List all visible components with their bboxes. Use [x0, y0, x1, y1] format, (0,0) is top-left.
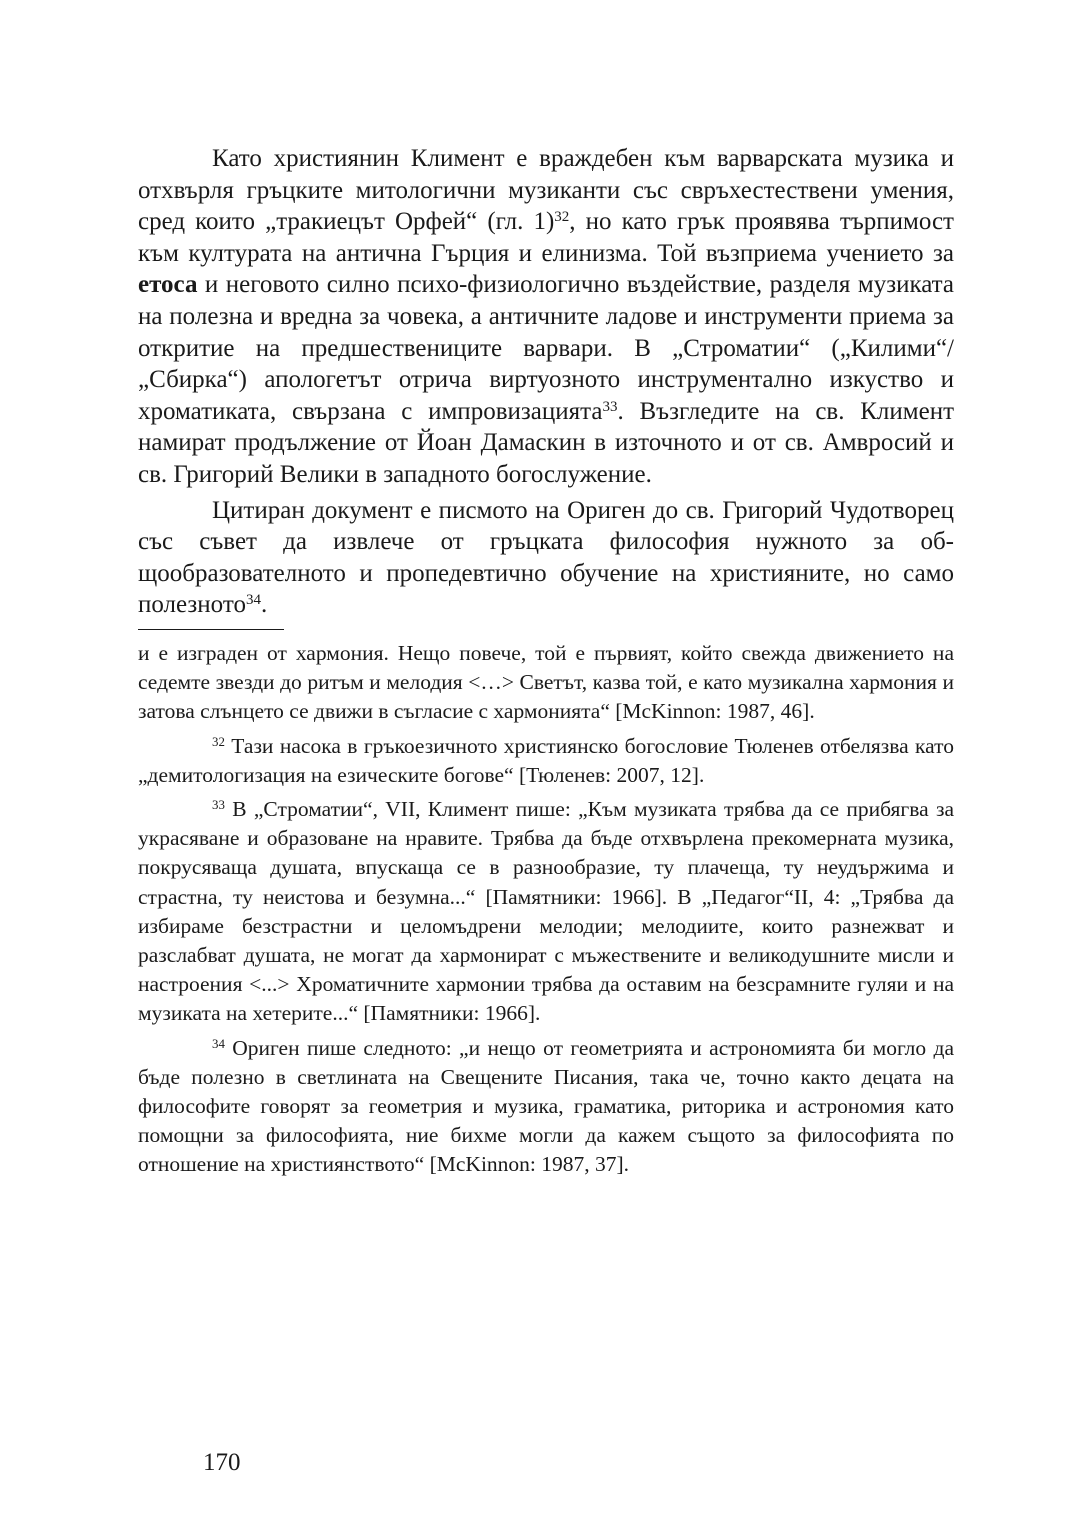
footnote-ref: 32 — [554, 208, 570, 225]
footnote-33-number: 33 — [212, 797, 225, 812]
bold-term: етоса — [138, 271, 198, 299]
text-run: Като християнин Климент е враждебен към варварската музика и отхвърля гръцките митологични музиканти със свръхестествени умения, сред които „тракиецът Орфей“ (гл. 1) — [138, 145, 954, 236]
paragraph-1 — [138, 143, 954, 491]
page-number: 170 — [203, 1449, 241, 1476]
footnote-32 — [138, 732, 954, 790]
footnote-34 — [138, 1034, 954, 1180]
text-run: . Възгледите на св. Климент намират продължение от Йоан Дамаскин в източното и от св. Амвросий и св. Григорий Велики в западното богослужение. — [138, 397, 955, 488]
footnote-33 — [138, 795, 954, 1029]
footnote-33-text: В „Строматии“, VII, Климент пише: „Към музиката трябва да се прибягва за украсяване и образоване на нравите. Трябва да бъде отхвърлена прекомерната музика, покрусяваща душата, впускаща се в разнообразие, ту плачеща, ту неудържима и страстна, ту неистова и безумна...“ [Памятники: 1966]. В „Педагог“II, 4: „Трябва да избираме безстрастни и целомъдрени мелодии; мелодиите, които разнежват и разслабват душата, не могат да хармонират с мъжествените и великодушните мисли и настроения <...> Хроматичните хармонии трябва да оставим на безсрамните гуляи и на музиката на хетерите...“ [Памятники: 1966]. — [138, 796, 954, 1026]
main-text — [138, 143, 954, 621]
text-run: и неговото силно психо-физиологично въздействие, разделя музиката на полезна и вредна за човека, а античните ладове и инструменти приема за откритие на предшествениците варвари. В „Строматии“ („Килими“/„Сбирка“) апологетът отрича виртуозното инструментално изкуство и хроматиката, свързана с импровизацията — [138, 271, 954, 425]
footnote-ref: 34 — [245, 592, 261, 609]
footnote-continued: и е изграден от хармония. Нещо повече, той е първият, който свежда движението на седемте звезди до ритъм и мелодия <…> Светът, казва той, е като музикална хармония и затова слънцето се движи в съгласие с хармонията“ [McKinnon: 1987, 46]. — [138, 640, 954, 724]
footnote-34-number: 34 — [212, 1036, 225, 1051]
footnote-32-text: Тази насока в гръкоезичното християнско богословие Тюленев отбелязва като „демитологизация на езическите богове“ [Тюленев: 2007, 12]. — [138, 733, 954, 787]
text-run: . — [260, 591, 268, 619]
page-content — [138, 143, 954, 1180]
paragraph-2 — [138, 495, 954, 621]
text-run: Цитиран документ е писмото на Ориген до св. Григорий Чудотворец със съвет да извлече от гръцката философия нужното за общообразователното и пропедевтично обучение на християните, но само полезното — [138, 496, 954, 619]
footnote-34-text: Ориген пише следното: „и нещо от геометрията и астрономията би могло да бъде полезно в светлината на Свещените Писания, така че, точно както децата на философите говорят за геометрия и музика, граматика, риторика и астрономия като помощни за философията, ние бихме могли да кажем същото за философията по отношение на християнството“ [McKinnon: 1987, 37]. — [138, 1035, 954, 1177]
footnote-ref: 33 — [602, 398, 618, 415]
footnote-separator — [138, 629, 284, 630]
footnotes — [138, 639, 954, 1180]
footnote-32-number: 32 — [212, 734, 225, 749]
text-run: , но като грък проявява търпимост към културата на антична Гърция и елинизма. Той възприема учението за — [138, 208, 954, 267]
